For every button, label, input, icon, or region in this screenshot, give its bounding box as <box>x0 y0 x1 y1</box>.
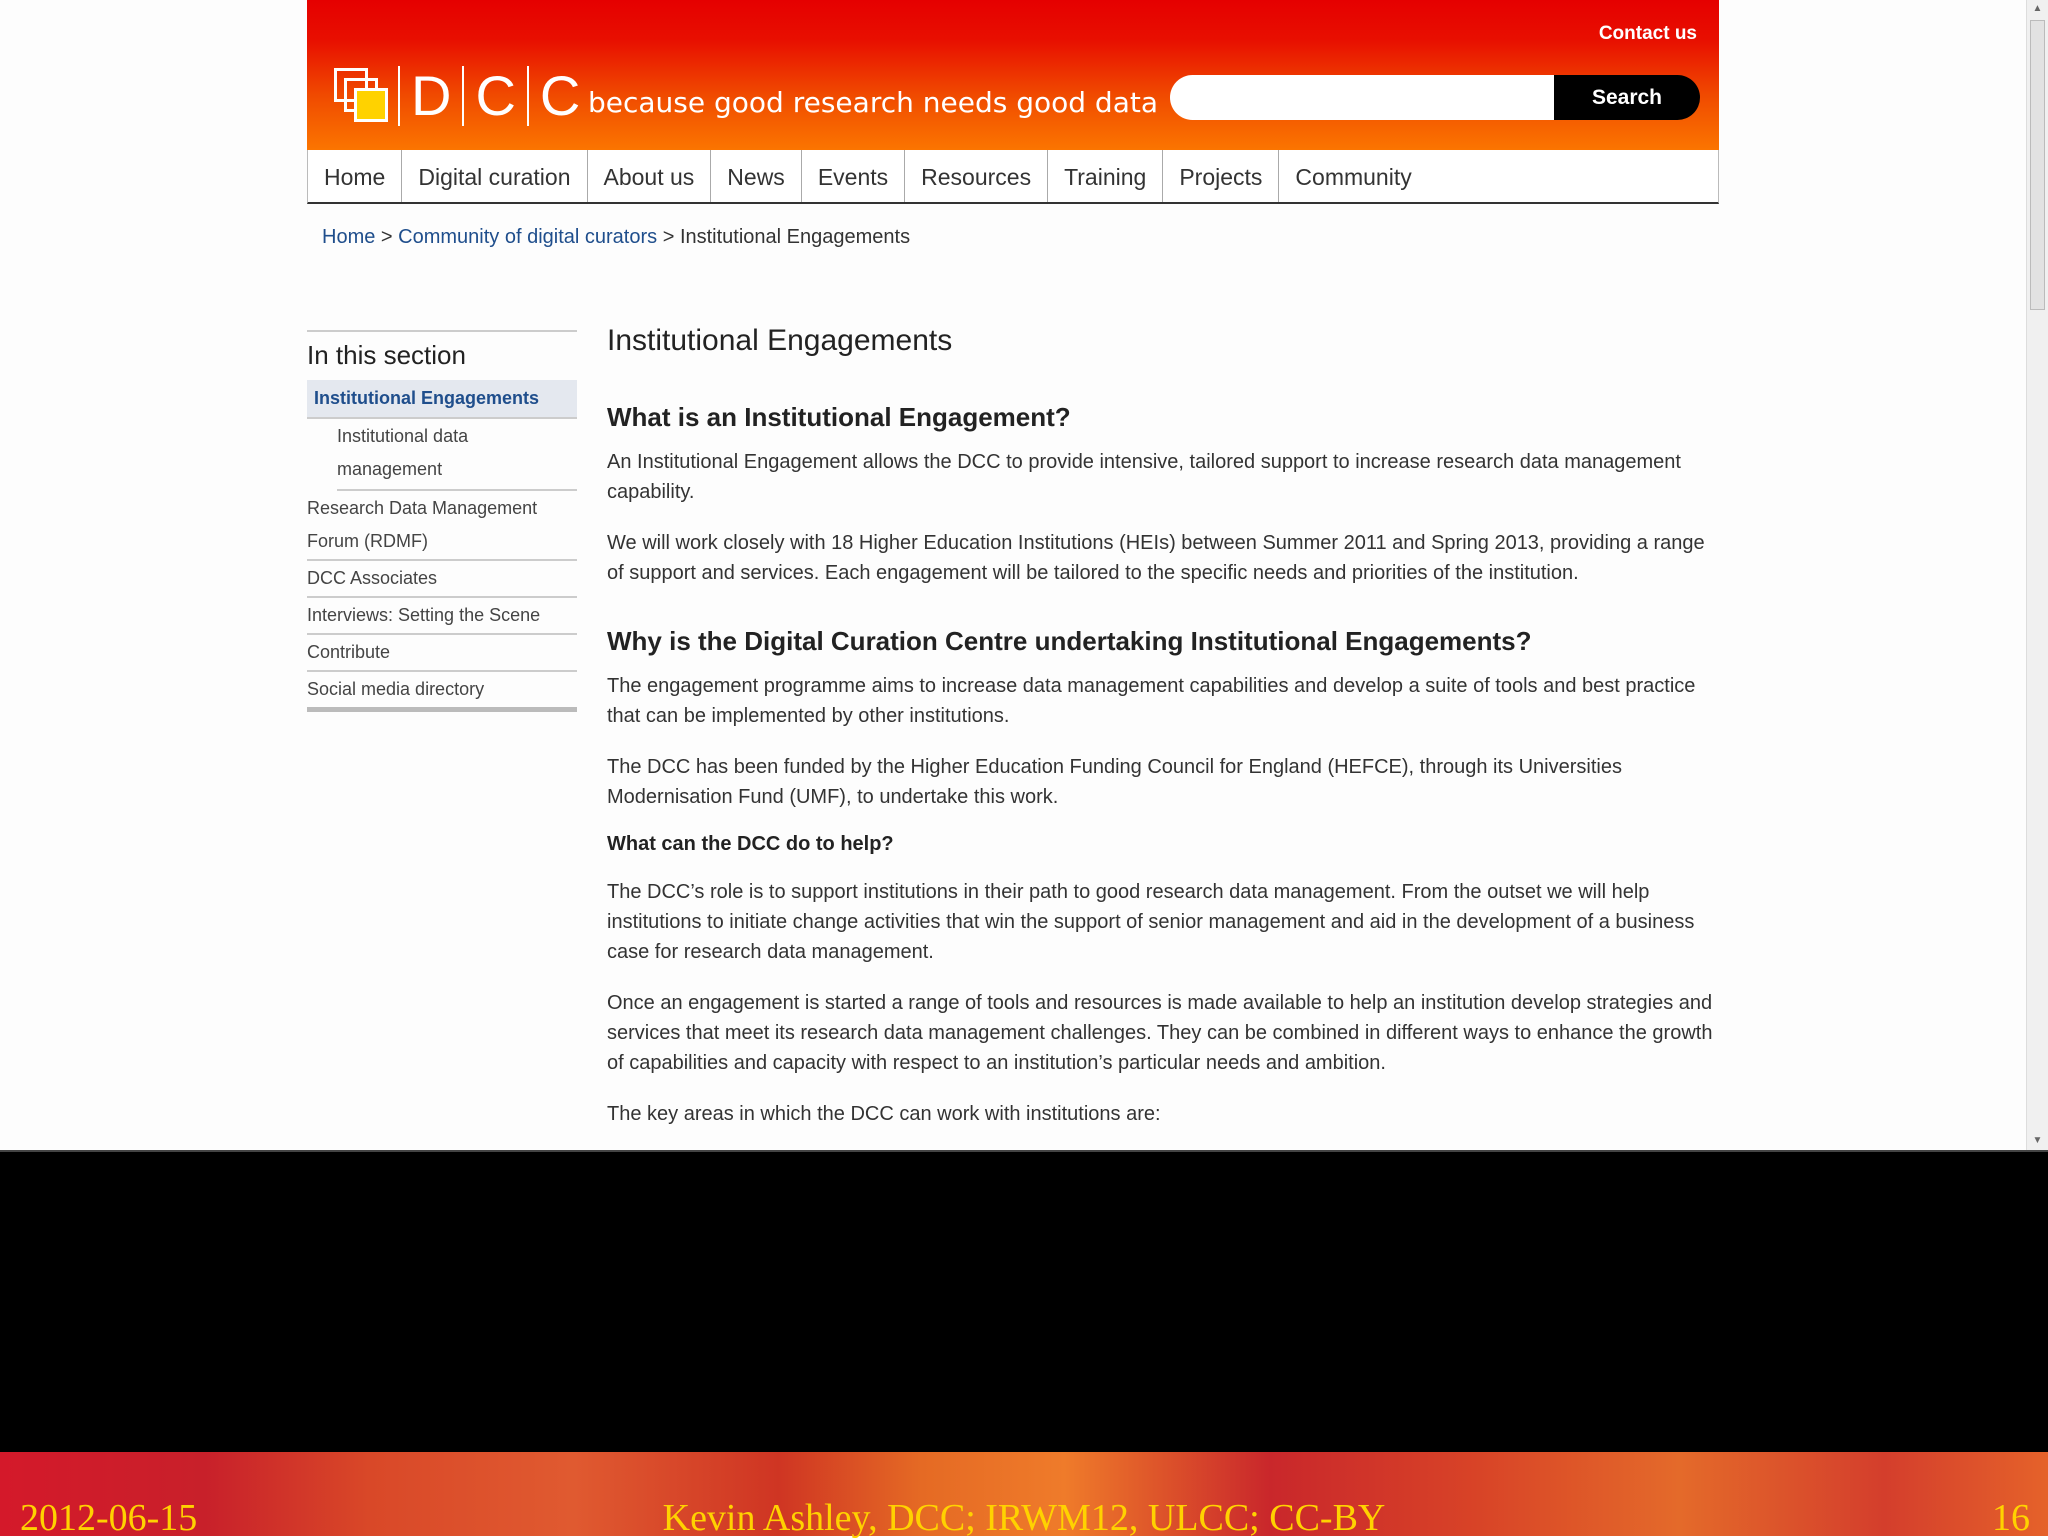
section-sidebar <box>307 330 577 712</box>
nav-item-projects[interactable]: Projects <box>1163 150 1279 202</box>
breadcrumb-home-link[interactable]: Home <box>322 226 376 248</box>
nav-item-resources[interactable]: Resources <box>905 150 1048 202</box>
web-page <box>307 0 1719 1125</box>
search-button[interactable]: Search <box>1554 75 1700 120</box>
sidebar-item-contribute[interactable]: Contribute <box>307 635 577 672</box>
search-input[interactable] <box>1170 75 1556 120</box>
section-heading: Why is the Digital Curation Centre undertaking Institutional Engagements? <box>607 626 1532 656</box>
paragraph: The engagement programme aims to increase data management capabilities and develop a suite of tools and best practice that can be implemented by other institutions. <box>607 675 1696 727</box>
vertical-scrollbar[interactable] <box>2026 0 2048 1150</box>
sidebar-item-social-media-directory[interactable]: Social media directory <box>307 672 577 712</box>
site-tagline: because good research needs good data <box>588 86 1158 119</box>
paragraph: The key areas in which the DCC can work with institutions are: <box>607 1103 1161 1125</box>
footer-author: Kevin Ashley, DCC; IRWM12, ULCC; CC-BY <box>662 1497 1386 1539</box>
nav-item-home[interactable]: Home <box>308 150 402 202</box>
main-nav <box>307 150 1719 204</box>
slide-footer <box>0 1452 2048 1539</box>
nav-item-about-us[interactable]: About us <box>588 150 712 202</box>
paragraph: The DCC’s role is to support institutions in their path to good research data management. From the outset we will help institutions to initiate change activities that win the support of senior management and aid in the development of a business case for research data management. <box>607 881 1695 963</box>
scroll-down-arrow-icon[interactable]: ▼ <box>2032 1135 2043 1146</box>
nav-item-community[interactable]: Community <box>1295 164 1412 190</box>
subsection-heading: What can the DCC do to help? <box>607 833 894 855</box>
scroll-up-arrow-icon[interactable]: ▲ <box>2032 3 2043 14</box>
black-area <box>0 1150 2048 1452</box>
sidebar-item-rdmf[interactable]: Research Data Management Forum (RDMF) <box>307 491 577 561</box>
logo-letter: C <box>539 64 581 127</box>
main-content <box>607 324 1719 1150</box>
contact-us-link[interactable]: Contact us <box>1598 23 1697 44</box>
logo-squares-icon <box>332 66 390 126</box>
page-title: Institutional Engagements <box>607 324 953 357</box>
nav-item-digital-curation[interactable]: Digital curation <box>402 150 587 202</box>
nav-item-events[interactable]: Events <box>802 150 905 202</box>
breadcrumb <box>322 226 910 249</box>
scrollbar-thumb[interactable] <box>2030 20 2045 310</box>
paragraph: The DCC has been funded by the Higher Education Funding Council for England (HEFCE), through its Universities Modernisation Fund (UMF), to undertake this work. <box>607 756 1622 808</box>
sidebar-title: In this section <box>307 330 577 380</box>
logo-letter: C <box>475 64 516 127</box>
footer-page-number: 16 <box>1992 1497 2030 1539</box>
sidebar-item-interviews[interactable]: Interviews: Setting the Scene <box>307 598 577 635</box>
site-header <box>307 0 1719 150</box>
paragraph: We will work closely with 18 Higher Education Institutions (HEIs) between Summer 2011 and Spring 2013, providing a range of support and services. Each engagement will be tailored to the specific needs and priorities of the institution. <box>607 532 1705 584</box>
paragraph: Once an engagement is started a range of tools and resources is made available to help an institution develop strategies and services that meet its research data management challenges. They can be combined in different ways to enhance the growth of capabilities and capacity with respect to an institution’s particular needs and ambition. <box>607 992 1713 1074</box>
dcc-logo[interactable] <box>332 66 583 126</box>
nav-item-training[interactable]: Training <box>1048 150 1163 202</box>
footer-date: 2012-06-15 <box>20 1497 198 1539</box>
paragraph: An Institutional Engagement allows the DCC to provide intensive, tailored support to increase research data management capability. <box>607 451 1681 503</box>
breadcrumb-current: Institutional Engagements <box>679 226 911 248</box>
breadcrumb-separator: > <box>375 226 399 248</box>
sidebar-subitem-institutional-data-management[interactable]: Institutional data management <box>337 419 577 491</box>
sidebar-item-dcc-associates[interactable]: DCC Associates <box>307 561 577 598</box>
sidebar-item-institutional-engagements[interactable]: Institutional Engagements <box>307 380 577 419</box>
logo-letter: D <box>411 64 452 127</box>
nav-item-news[interactable]: News <box>711 150 802 202</box>
breadcrumb-parent-link[interactable]: Community of digital curators <box>398 226 658 248</box>
breadcrumb-separator: > <box>657 226 680 248</box>
section-heading: What is an Institutional Engagement? <box>607 402 1071 432</box>
